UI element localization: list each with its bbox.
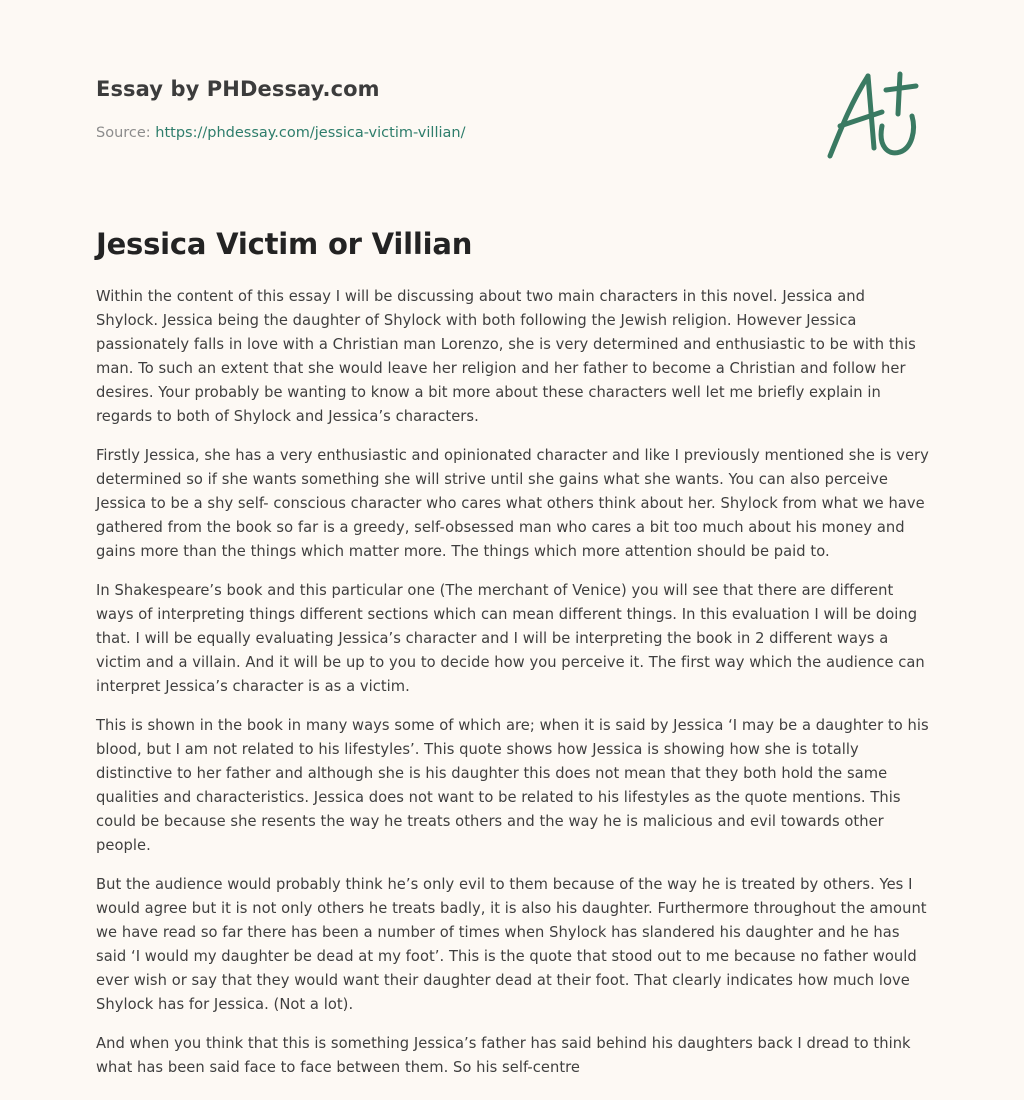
essay-body — [96, 285, 931, 1095]
essay-title: Jessica Victim or Villian — [96, 227, 473, 261]
essay-paragraph: In Shakespeare’s book and this particular one (The merchant of Venice) you will see that there are different ways of interpreting things different sections which can mean different things. In this evaluation I will be doing that. I will be equally evaluating Jessica’s character and I will be interpreting the book in 2 different ways a victim and a villain. And it will be up to you to decide how you perceive it. The first way which the audience can interpret Jessica’s character is as a victim. — [96, 582, 925, 695]
site-brand: Essay by PHDessay.com — [96, 77, 380, 101]
source-label: Source: — [96, 125, 156, 141]
essay-paragraph: But the audience would probably think he’s only evil to them because of the way he is treated by others. Yes I would agree but it is not only others he treats badly, it is also his daughter. Furthermore throughout the amount we have read so far there has been a number of times when Shylock has slandered his daughter and he has said ‘I would my daughter be dead at my foot’. This is the quote that stood out to me because no father would ever wish or say that they would want their daughter dead at their foot. That clearly indicates how much love Shylock has for Jessica. (Not a lot). — [96, 876, 927, 1013]
a-plus-logo-icon — [820, 66, 930, 166]
essay-paragraph: Firstly Jessica, she has a very enthusiastic and opinionated character and like I previously mentioned she is very determined so if she wants something she will strive until she gains what she wants. You can also perceive Jessica to be a shy self- conscious character who cares what others think about her. Shylock from what we have gathered from the book so far is a greedy, self-obsessed man who cares a bit too much about his money and gains more than the things which matter more. The things which more attention should be paid to. — [96, 447, 929, 560]
essay-paragraph: And when you think that this is something Jessica’s father has said behind his daughters back I dread to think what has been said face to face between them. So his self-centre — [96, 1035, 911, 1076]
essay-paragraph: Within the content of this essay I will be discussing about two main characters in this novel. Jessica and Shylock. Jessica being the daughter of Shylock with both following the Jewish religion. However Jessica passionately falls in love with a Christian man Lorenzo, she is very determined and enthusiastic to be with this man. To such an extent that she would leave her religion and her father to become a Christian and follow her desires. Your probably be wanting to know a bit more about these characters well let me briefly explain in regards to both of Shylock and Jessica’s characters. — [96, 288, 916, 425]
source-line — [96, 123, 928, 143]
essay-paragraph: This is shown in the book in many ways some of which are; when it is said by Jessica ‘I may be a daughter to his blood, but I am not related to his lifestyles’. This quote shows how Jessica is showing how she is totally distinctive to her father and although she is his daughter this does not mean that they both hold the same qualities and characteristics. Jessica does not want to be related to his lifestyles as the quote mentions. This could be because she resents the way he treats others and the way he is malicious and evil towards other people. — [96, 717, 929, 854]
source-link[interactable]: https://phdessay.com/jessica-victim-villian/ — [155, 125, 466, 141]
page-header — [96, 74, 928, 174]
